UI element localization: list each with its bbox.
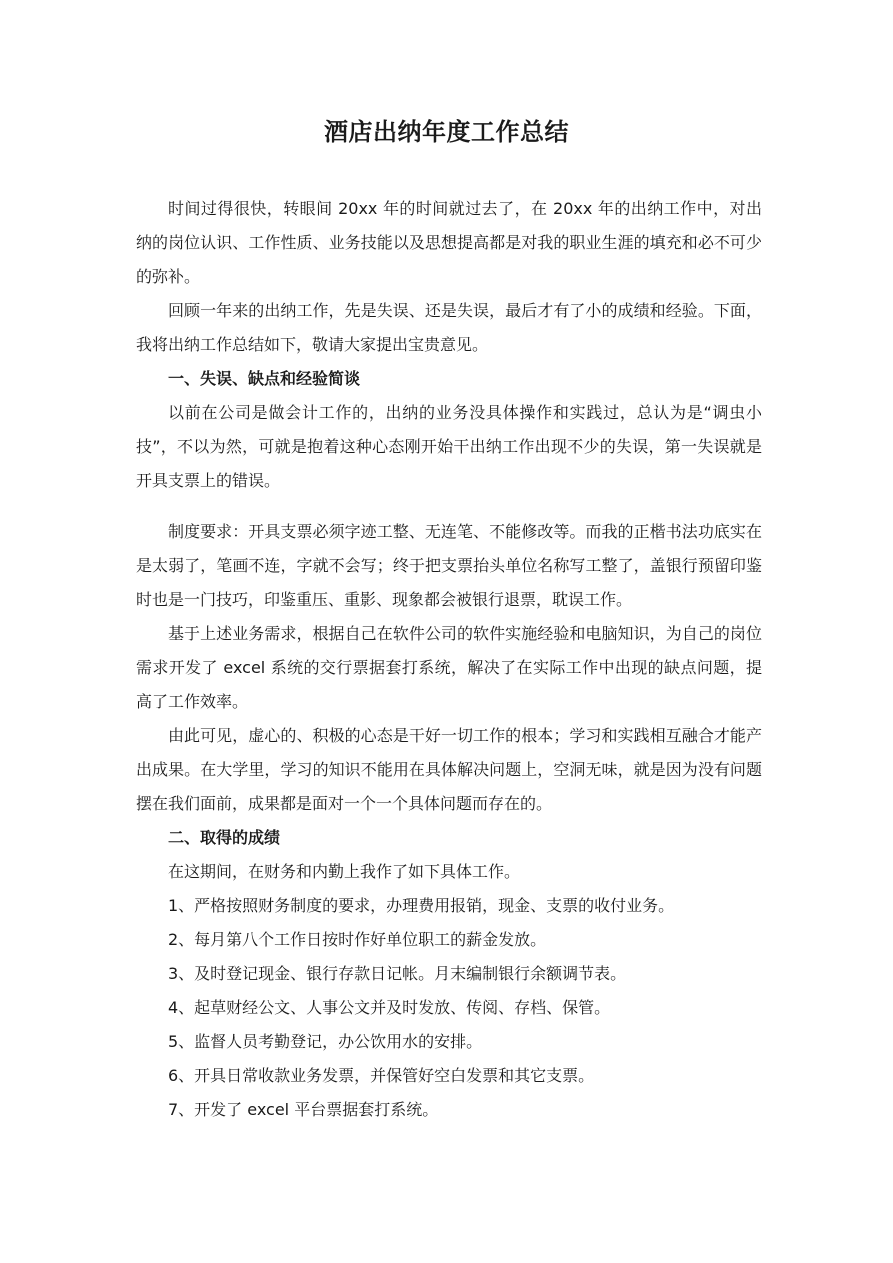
document-title: 酒店出纳年度工作总结	[324, 118, 569, 146]
paragraph-intro: 时间过得很快，转眼间 20xx 年的时间就过去了，在 20xx 年的出纳工作中，对出纳的岗位认识、工作性质、业务技能以及思想提高都是对我的职业生涯的填充和必不可少的弥补。	[136, 199, 762, 286]
paragraph-solution: 基于上述业务需求，根据自己在软件公司的软件实施经验和电脑知识，为自己的岗位需求开发了 excel 系统的交行票据套打系统，解决了在实际工作中出现的缺点问题，提高了工作效率。	[136, 624, 762, 711]
paragraph-conclusion: 由此可见，虚心的、积极的心态是干好一切工作的根本；学习和实践相互融合才能产出成果。在大学里，学习的知识不能用在具体解决问题上，空洞无味，就是因为没有问题摆在我们面前，成果都是面对一个一个具体问题而存在的。	[136, 726, 762, 813]
section-heading-achievements: 二、取得的成绩	[168, 828, 281, 847]
paragraph-work-intro: 在这期间，在财务和内勤上我作了如下具体工作。	[168, 862, 521, 881]
list-item-5: 5、监督人员考勤登记，办公饮用水的安排。	[168, 1032, 483, 1051]
list-item-1: 1、严格按照财务制度的要求，办理费用报销，现金、支票的收付业务。	[168, 896, 675, 915]
document-body	[136, 192, 762, 1127]
list-item-2: 2、每月第八个工作日按时作好单位职工的薪金发放。	[168, 930, 547, 949]
list-item-6: 6、开具日常收款业务发票，并保管好空白发票和其它支票。	[168, 1066, 595, 1085]
list-item-4: 4、起草财经公文、人事公文并及时发放、传阅、存档、保管。	[168, 998, 611, 1017]
paragraph-review: 回顾一年来的出纳工作，先是失误、还是失误，最后才有了小的成绩和经验。下面，我将出纳工作总结如下，敬请大家提出宝贵意见。	[136, 301, 762, 354]
section-heading-mistakes: 一、失误、缺点和经验简谈	[168, 369, 361, 388]
paragraph-past-work: 以前在公司是做会计工作的，出纳的业务没具体操作和实践过，总认为是“调虫小技”，不以为然，可就是抱着这种心态刚开始干出纳工作出现不少的失误，第一失误就是开具支票上的错误。	[136, 403, 762, 490]
list-item-3: 3、及时登记现金、银行存款日记帐。月末编制银行余额调节表。	[168, 964, 627, 983]
paragraph-rules: 制度要求：开具支票必须字迹工整、无连笔、不能修改等。而我的正楷书法功底实在是太弱了，笔画不连，字就不会写；终于把支票抬头单位名称写工整了，盖银行预留印鉴时也是一门技巧，印鉴重压、重影、现象都会被银行退票，耽误工作。	[136, 522, 762, 609]
list-item-7: 7、开发了 excel 平台票据套打系统。	[168, 1100, 439, 1119]
